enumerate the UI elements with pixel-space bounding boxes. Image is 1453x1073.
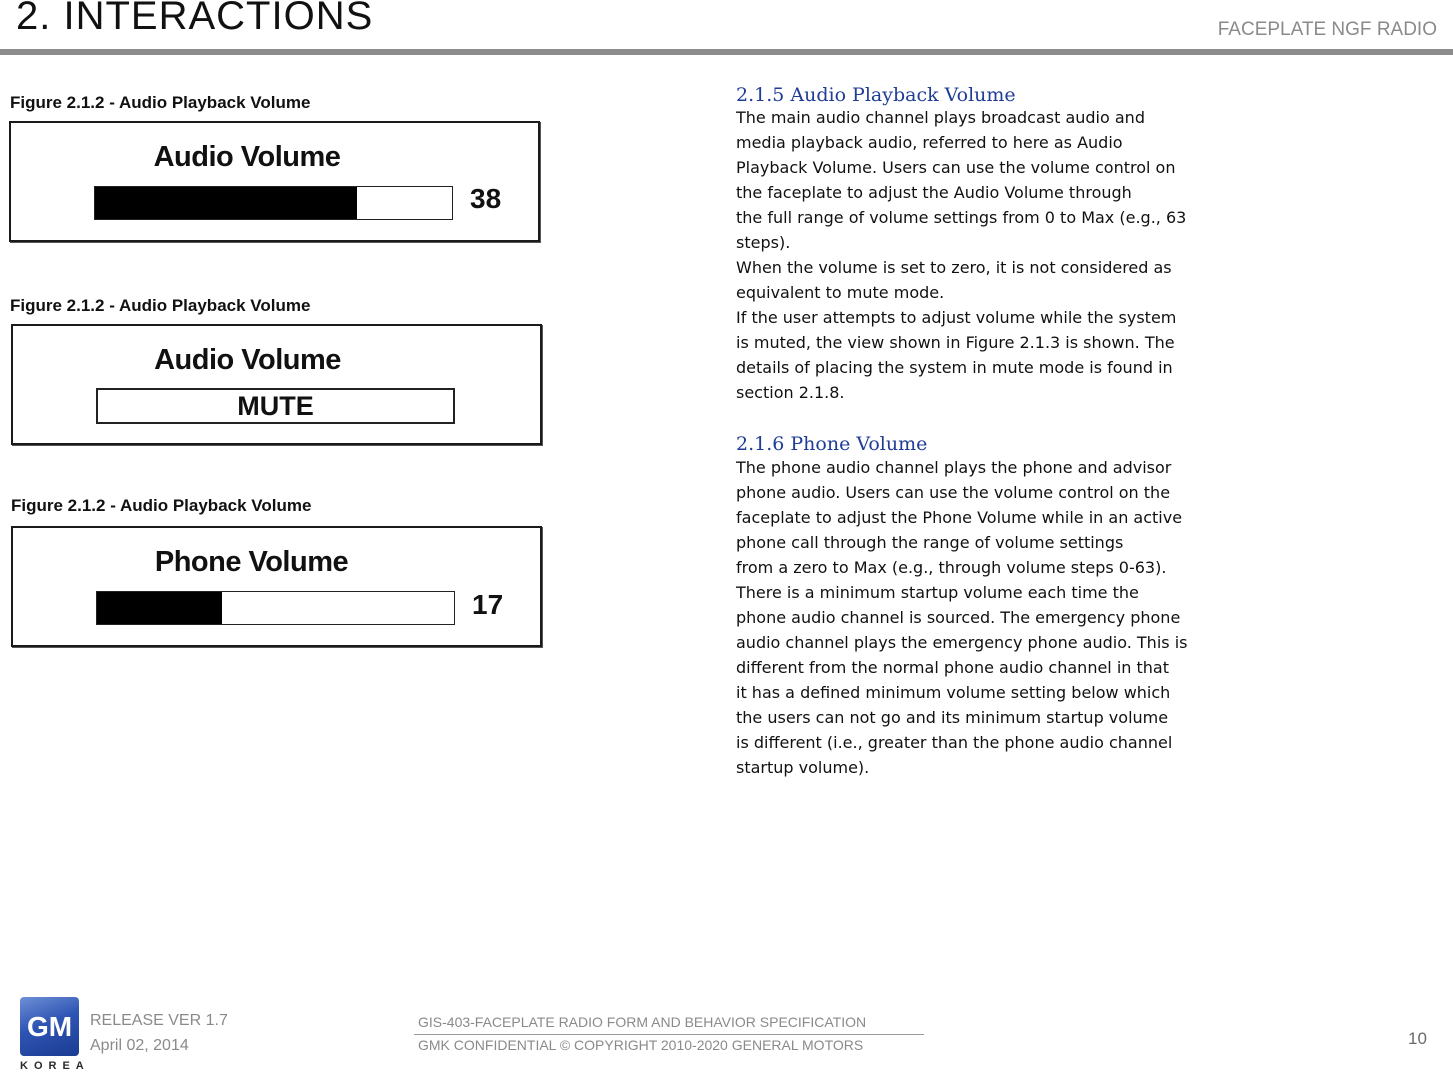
text-line: details of placing the system in mute mode is found in	[736, 358, 1173, 377]
page-number: 10	[1408, 1029, 1427, 1048]
text-line: from a zero to Max (e.g., through volume steps 0-63).	[736, 558, 1167, 577]
figure-caption-phone-volume: Figure 2.1.2 - Audio Playback Volume	[11, 496, 312, 515]
figure-caption-audio-mute: Figure 2.1.2 - Audio Playback Volume	[10, 296, 311, 315]
figure-caption-audio-volume: Figure 2.1.2 - Audio Playback Volume	[10, 93, 311, 112]
panel-title: Audio Volume	[154, 344, 341, 376]
text-line: audio channel plays the emergency phone audio. This is	[736, 633, 1188, 652]
text-line: steps).	[736, 233, 791, 252]
phone-volume-bar	[96, 591, 455, 625]
text-line: the full range of volume settings from 0 to Max (e.g., 63	[736, 208, 1187, 227]
header-divider	[0, 49, 1453, 55]
text-line: The main audio channel plays broadcast audio and	[736, 108, 1145, 127]
text-line: startup volume).	[736, 758, 870, 777]
text-line: phone call through the range of volume settings	[736, 533, 1124, 552]
text-line: is different (i.e., greater than the phone audio channel	[736, 733, 1173, 752]
release-date: April 02, 2014	[90, 1037, 189, 1054]
audio-volume-panel	[9, 121, 540, 242]
spec-title: GIS-403-FACEPLATE RADIO FORM AND BEHAVIOR SPECIFICATION	[418, 1014, 867, 1030]
text-line: the faceplate to adjust the Audio Volume through	[736, 183, 1132, 202]
section-heading-phone-volume: 2.1.6 Phone Volume	[736, 433, 928, 455]
text-line: is muted, the view shown in Figure 2.1.3 is shown. The	[736, 333, 1175, 352]
panel-title: Phone Volume	[154, 546, 349, 578]
audio-volume-bar	[94, 186, 453, 220]
text-line: section 2.1.8.	[736, 383, 845, 402]
text-line: Playback Volume. Users can use the volume control on	[736, 158, 1176, 177]
text-line: faceplate to adjust the Phone Volume while in an active	[736, 508, 1183, 527]
audio-volume-bar-fill	[95, 187, 357, 219]
text-line: phone audio channel is sourced. The emergency phone	[736, 608, 1181, 627]
section-heading-audio-playback-volume: 2.1.5 Audio Playback Volume	[736, 84, 1016, 106]
footer-divider	[414, 1034, 924, 1035]
section-body-audio-playback-volume	[736, 105, 1216, 405]
text-line: When the volume is set to zero, it is not considered as	[736, 258, 1172, 277]
release-version: RELEASE VER 1.7	[90, 1012, 228, 1029]
text-line: media playback audio, referred to here as Audio	[736, 133, 1123, 152]
phone-volume-value: 17	[472, 589, 504, 620]
panel-title: Audio Volume	[153, 141, 341, 173]
confidential-notice: GMK CONFIDENTIAL © COPYRIGHT 2010-2020 GENERAL MOTORS	[418, 1037, 864, 1053]
text-line: the users can not go and its minimum startup volume	[736, 708, 1169, 727]
page-title: 2. INTERACTIONS	[16, 0, 374, 38]
phone-volume-panel	[11, 526, 542, 647]
section-body-phone-volume	[736, 455, 1216, 780]
audio-mute-panel	[11, 324, 542, 445]
text-line: phone audio. Users can use the volume control on the	[736, 483, 1171, 502]
gm-korea-wordmark: KOREA	[20, 1060, 90, 1072]
text-line: equivalent to mute mode.	[736, 283, 945, 302]
phone-volume-bar-fill	[97, 592, 222, 624]
mute-indicator: MUTE	[96, 388, 455, 424]
document-tag: FACEPLATE NGF RADIO	[1217, 19, 1437, 40]
gm-logo: GM	[20, 997, 79, 1056]
text-line: There is a minimum startup volume each time the	[736, 583, 1139, 602]
text-line: it has a defined minimum volume setting below which	[736, 683, 1171, 702]
text-line: If the user attempts to adjust volume while the system	[736, 308, 1177, 327]
text-line: different from the normal phone audio channel in that	[736, 658, 1169, 677]
text-line: The phone audio channel plays the phone and advisor	[736, 458, 1172, 477]
audio-volume-value: 38	[470, 183, 502, 214]
